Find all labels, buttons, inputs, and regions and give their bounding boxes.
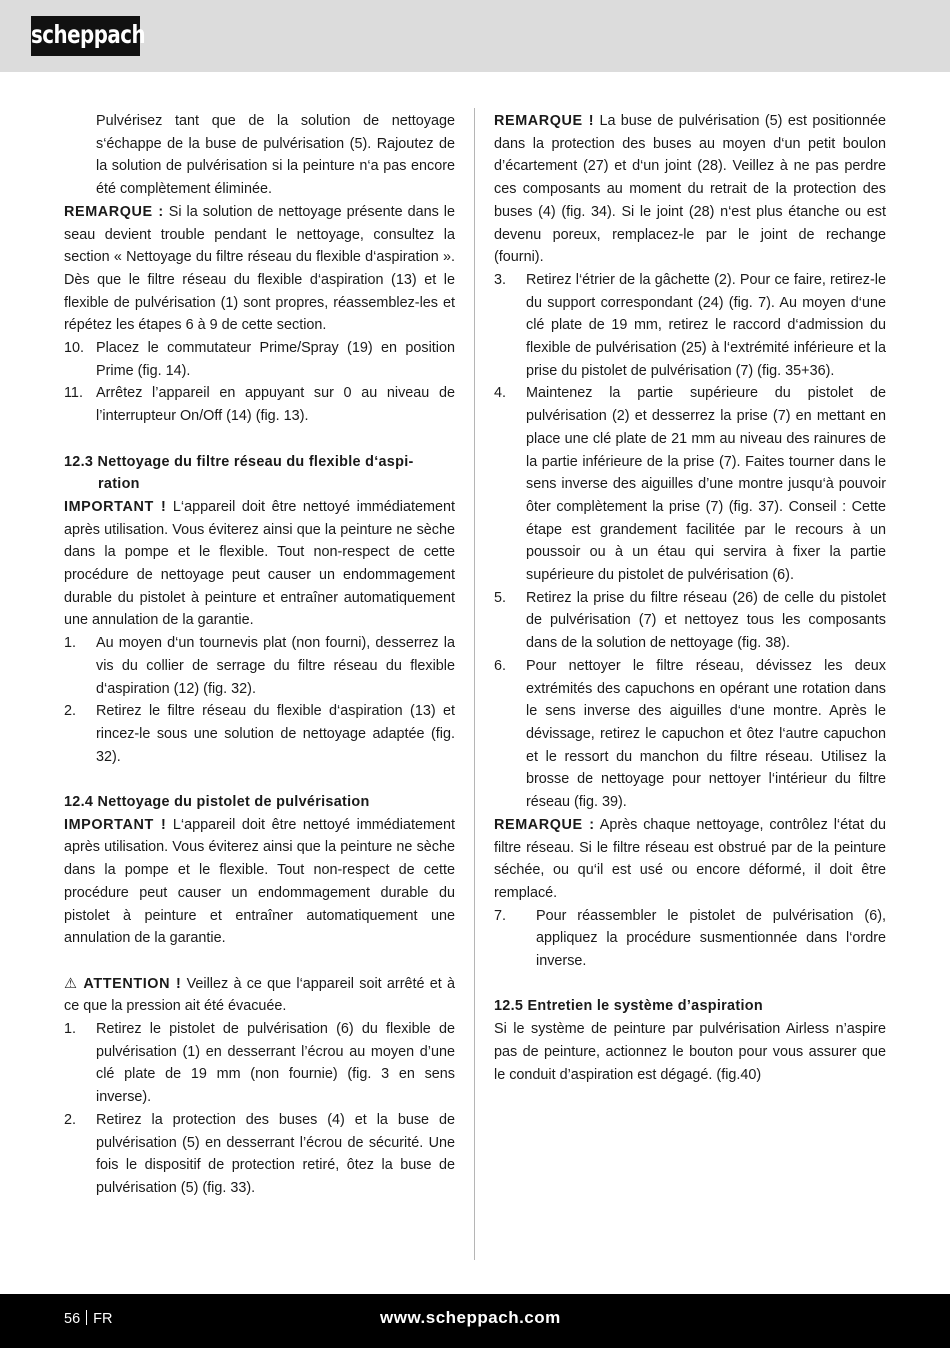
section-heading: 12.5 Entretien le système d’aspiration bbox=[494, 998, 763, 1015]
paragraph: Pulvérisez tant que de la solution de nettoyage s‘échappe de la buse de pulvérisation (5). Rajoutez de la solution de pulvérisation si la peinture n‘a pas encore été complètement éliminée. bbox=[96, 113, 455, 198]
page-number: 56 FR bbox=[64, 1311, 113, 1327]
remarque-note: REMARQUE ! La buse de pulvérisation (5) est positionnée dans la protection des buses au moyen d‘un petit boulon d’écartement (27) et d‘un joint (28). Veillez à ne pas perdre ces composants au moment du retrait de la protection des buses (4) (fig. 34). Si le joint (28) n‘est plus étanche ou est devenu poreux, remplacez-le par le joint de rechange (fourni). bbox=[494, 113, 886, 266]
list-item: 4. Maintenez la partie supérieure du pistolet de pulvérisation (2) et desserrez la prise (7) en mettant en place une clé plate de 21 mm au niveau des rainures de la partie inférieure de la prise (7). Faites tourner dans le sens inverse des aiguilles d’une montre jusqu‘à pouvoir ôter complètement la prise (7) (fig. 37). Conseil : Cette étape est grandement facilitée par le recours à un poussoir ou à un étau qui servira à fixer la partie supérieure du pistolet de pulvérisation (6). bbox=[494, 385, 886, 584]
website-link[interactable]: www.scheppach.com bbox=[380, 1308, 561, 1327]
left-column bbox=[64, 110, 455, 1200]
separator bbox=[86, 1310, 87, 1325]
remarque-note: REMARQUE : Si la solution de nettoyage présente dans le seau devient trouble pendant le nettoyage, consultez la section « Nettoyage du filtre réseau du flexible d‘aspiration ». Dès que le filtre réseau du flexible d‘aspiration (13) et le flexible de pulvérisation (1) sont propres, réassemblez-les et répétez les étapes 6 à 9 de cette section. bbox=[64, 203, 455, 334]
list-item: 10. Placez le commutateur Prime/Spray (19) en position Prime (fig. 14). bbox=[64, 340, 455, 379]
important-note: IMPORTANT ! L‘appareil doit être nettoyé immédiatement après utilisation. Vous éviterez ainsi que la peinture ne sèche dans la pompe et le flexible. Tout non-respect de cette procédure peut causer un endommagement durable du pistolet à peinture et entraîner automatiquement une annulation de la garantie. bbox=[64, 816, 455, 947]
attention-note: ⚠ ATTENTION ! Veillez à ce que l‘appareil soit arrêté et à ce que la pression ait été évacuée. bbox=[64, 975, 455, 1015]
column-divider bbox=[474, 108, 475, 1260]
section-heading: 12.4 Nettoyage du pistolet de pulvérisation bbox=[64, 794, 370, 811]
paragraph: Si le système de peinture par pulvérisation Airless n’aspire pas de peinture, actionnez le bouton pour vous assurer que le conduit d’aspiration est dégagé. (fig.40) bbox=[494, 1021, 886, 1083]
list-item: 2. Retirez le filtre réseau du flexible d‘aspiration (13) et rincez-le sous une solution de nettoyage adaptée (fig. 32). bbox=[64, 703, 455, 765]
remarque-note: REMARQUE : Après chaque nettoyage, contrôlez l‘état du filtre réseau. Si le filtre réseau est obstrué par de la peinture séchée, ou qu‘il est usé ou encore déformé, il doit être remplacé. bbox=[494, 816, 886, 901]
section-heading-continued: ration bbox=[98, 476, 140, 493]
list-item: 5. Retirez la prise du filtre réseau (26) de celle du pistolet de pulvérisation (7) et nettoyez tous les composants dans de la solution de nettoyage (fig. 38). bbox=[494, 589, 886, 652]
list-item: 7. Pour réassembler le pistolet de pulvérisation (6), appliquez la procédure susmentionnée dans l‘ordre inverse. bbox=[494, 907, 886, 970]
list-item: 3. Retirez l‘étrier de la gâchette (2). Pour ce faire, retirez-le du support correspondant (24) (fig. 7). Au moyen d‘une clé plate de 19 mm, retirez le raccord d‘admission du flexible de pulvérisation (25) à l‘extrémité inférieure et la prise du pistolet de pulvérisation (7) (fig. 35+36). bbox=[494, 271, 886, 379]
list-item: 2. Retirez la protection des buses (4) et la buse de pulvérisation (5) en desserrant l’écrou de sécurité. Une fois le dispositif de protection retiré, ôtez la buse de pulvérisation (5) (fig. 33). bbox=[64, 1111, 455, 1196]
list-item: 1. Retirez le pistolet de pulvérisation (6) du flexible de pulvérisation (1) en desserrant l’écrou au moyen d’une clé plate de 19 mm (non fournie) (fig. 3 en sens inverse). bbox=[64, 1021, 455, 1106]
list-item: 11. Arrêtez l’appareil en appuyant sur 0 au niveau de l’interrupteur On/Off (14) (fig. 13). bbox=[64, 385, 455, 425]
scheppach-logo: scheppach bbox=[31, 16, 140, 56]
list-item: 6. Pour nettoyer le filtre réseau, dévissez les deux extrémités des capuchons en opérant une rotation dans le sens inverse des aiguilles d‘une montre. Après le dévissage, retirez le capuchon et ôtez l‘autre capuchon et le ressort du manchon du filtre réseau. Utilisez la brosse de nettoyage pour nettoyer l‘intérieur du filtre réseau (fig. 39). bbox=[494, 657, 886, 811]
warning-triangle-icon: ⚠ bbox=[64, 975, 79, 992]
right-column bbox=[494, 110, 886, 1086]
page-header bbox=[0, 0, 950, 72]
list-item: 1. Au moyen d‘un tournevis plat (non fourni), desserrez la vis du collier de serrage du filtre réseau du flexible d‘aspiration (12) (fig. 32). bbox=[64, 635, 455, 697]
language-code: FR bbox=[93, 1311, 113, 1327]
section-heading: 12.3 Nettoyage du filtre réseau du flexible d‘aspi- bbox=[64, 453, 414, 470]
page-footer bbox=[0, 1294, 950, 1348]
important-note: IMPORTANT ! L‘appareil doit être nettoyé immédiatement après utilisation. Vous éviterez ainsi que la peinture ne sèche dans la pompe et le flexible. Tout non-respect de cette procédure de nettoyage peut causer un endommagement durable du pistolet à peinture et entraîner automatiquement une annulation de la garantie. bbox=[64, 498, 455, 629]
